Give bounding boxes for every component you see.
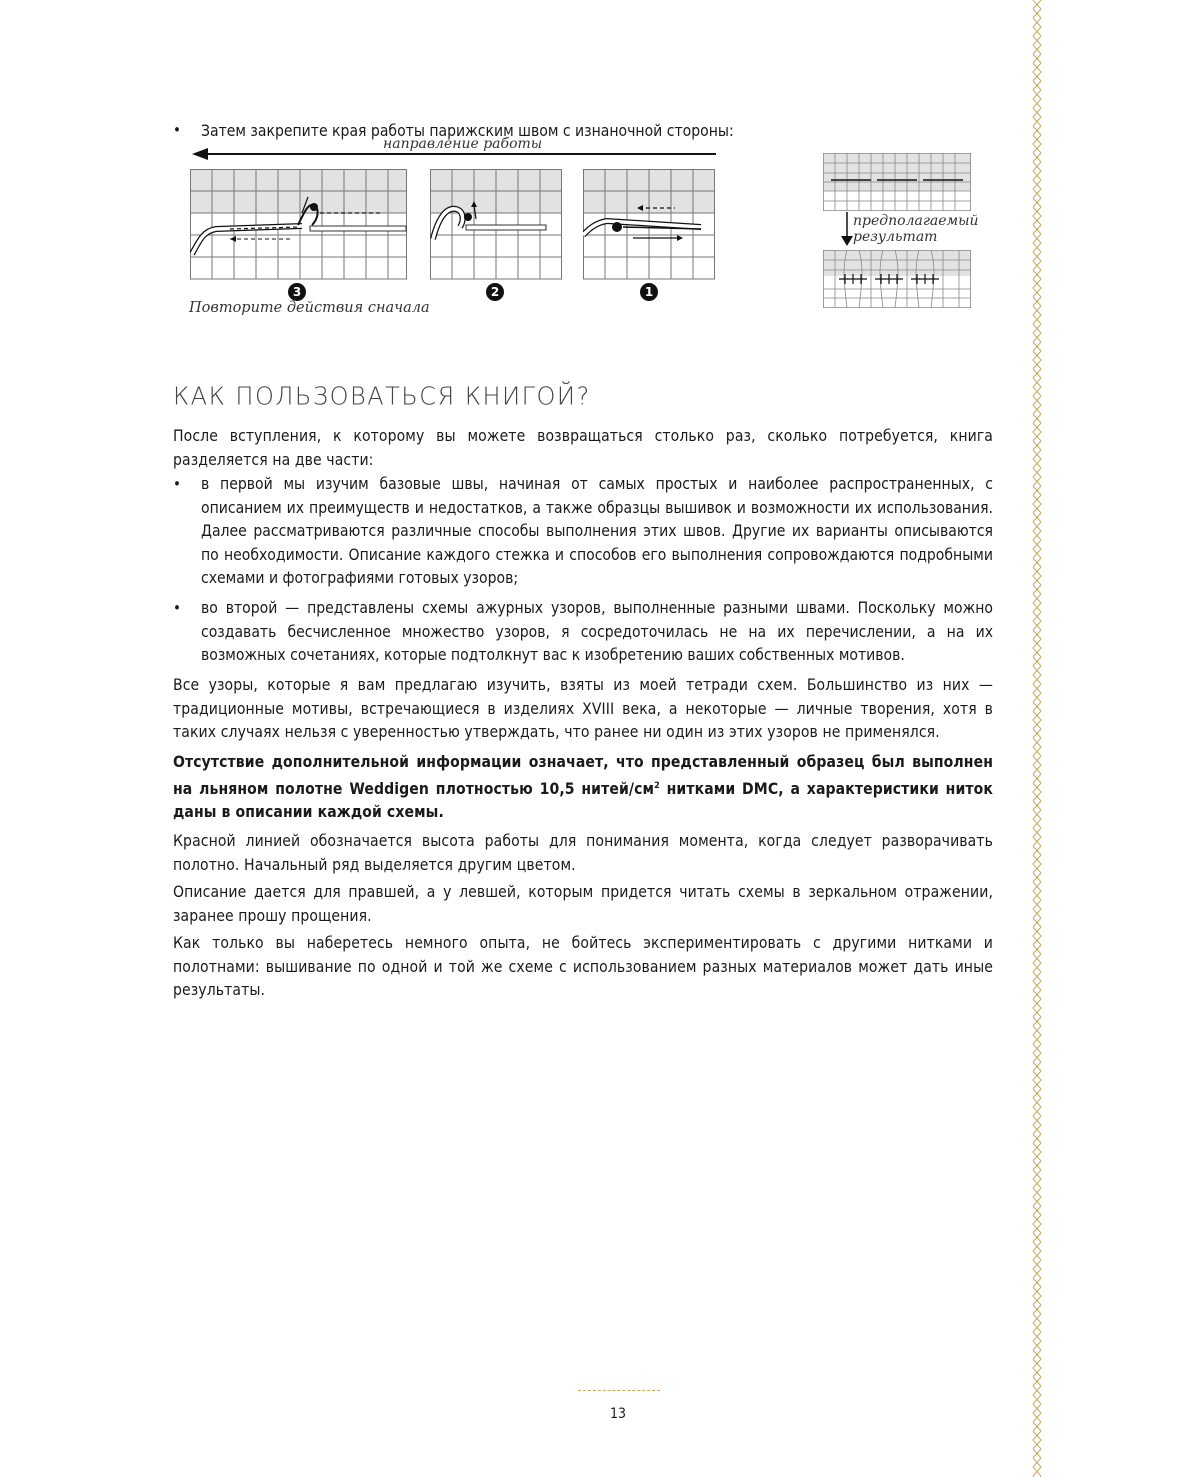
decorative-border	[1030, 0, 1044, 1477]
lefthanded-paragraph: Описание дается для правшей, а у левшей, которым придется читать схемы в зеркальном отражении, заранее прошу прощения.	[173, 883, 993, 925]
diagram-step-1	[583, 169, 716, 280]
result-arrow	[840, 212, 854, 248]
result-top-grid	[823, 153, 973, 213]
section-heading: КАК ПОЛЬЗОВАТЬСЯ КНИГОЙ?	[173, 381, 591, 411]
result-caption-line1: предполагаемый	[853, 213, 979, 229]
direction-label: направление работы	[383, 136, 543, 152]
intro-paragraph: После вступления, к которому вы можете возвращаться столько раз, сколько потребуется, книга разделяется на две части:	[173, 427, 993, 469]
bullet-dot: •	[173, 121, 181, 139]
list-item-first-part: в первой мы изучим базовые швы, начиная от самых простых и наиболее распространенных, с описанием их преимуществ и недостатков, а также образцы вышивок и возможности их использования. Далее рассматриваются различные способы выполнения этих швов. Другие их варианты описываются по необходимости. Описание каждого стежка и способов его выполнения сопровождаются подробными схемами и фотографиями готовых узоров;	[201, 475, 993, 588]
footer-dashes	[578, 1390, 660, 1391]
red-line-paragraph: Красной линией обозначается высота работы для понимания момента, когда следует разворачивать полотно. Начальный ряд выделяется другим цветом.	[173, 832, 993, 874]
patterns-paragraph: Все узоры, которые я вам предлагаю изучить, взяты из моей тетради схем. Большинство из них — традиционные мотивы, встречающиеся в изделиях XVIII века, а некоторые — личные творения, хотя в таких случаях нельзя с уверенностью утверждать, что ранее ни один из этих узоров не применялся.	[173, 676, 993, 742]
figure-intro-text: Затем закрепите края работы парижским швом с изнаночной стороны:	[201, 122, 734, 140]
bold-note	[173, 751, 993, 825]
bullet-dot: •	[173, 599, 181, 617]
bold-note-part2: нитками DMC, а характеристики ниток даны в описании каждой схемы.	[173, 779, 993, 822]
repeat-caption: Повторите действия сначала	[189, 300, 430, 316]
bold-note-part1: Отсутствие дополнительной информации означает, что представленный образец был выполнен на льняном полотне Weddigen плотностью 10,5 нитей/см	[173, 753, 993, 798]
step-number-1: 1	[640, 283, 658, 301]
result-bottom-grid	[823, 250, 973, 310]
step-number-3: 3	[288, 283, 306, 301]
result-caption-line2: результат	[853, 229, 938, 245]
step-number-2: 2	[486, 283, 504, 301]
page-number: 13	[609, 1406, 627, 1422]
bold-note-sup: 2	[654, 780, 660, 791]
bullet-dot: •	[173, 475, 181, 493]
direction-arrow	[190, 146, 720, 162]
list-item-second-part: во второй — представлены схемы ажурных узоров, выполненные разными швами. Поскольку можно создавать бесчисленное множество узоров, я сосредоточилась не на их перечислении, а на их возможных сочетаниях, которые подтолкнут вас к изобретению ваших собственных мотивов.	[201, 599, 993, 665]
diagram-step-2	[430, 169, 563, 280]
experiment-paragraph: Как только вы наберетесь немного опыта, не бойтесь экспериментировать с другими нитками и полотнами: вышивание по одной и той же схеме с использованием разных материалов может дать иные результаты.	[173, 934, 993, 1000]
diagram-step-3	[190, 169, 408, 280]
